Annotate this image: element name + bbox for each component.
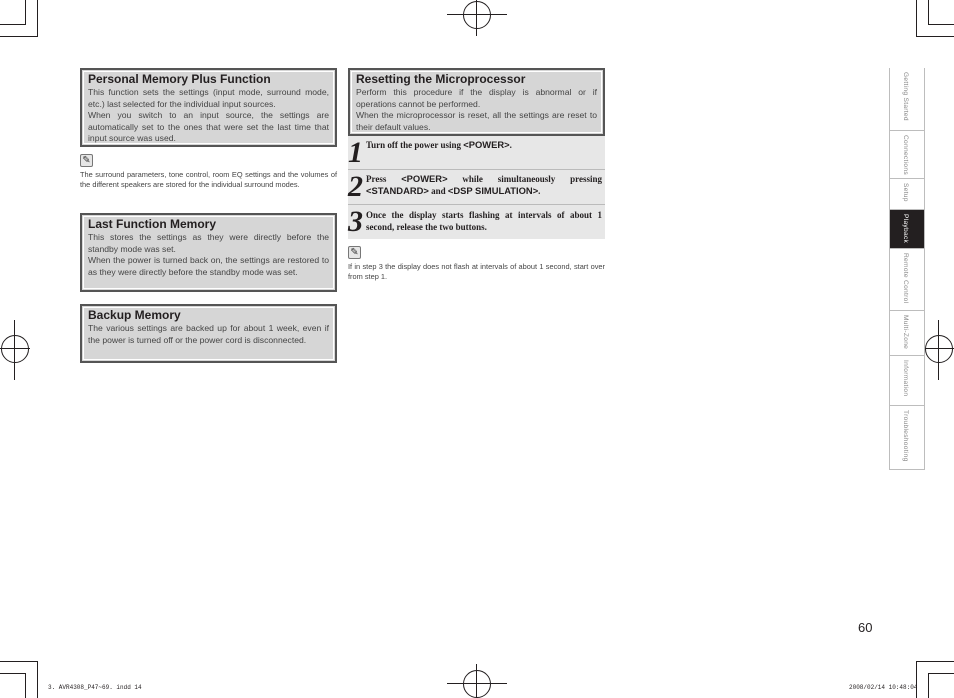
- registration-mark: [476, 0, 477, 36]
- slug-timestamp: 2008/02/14 10:48:04: [849, 684, 918, 691]
- tab-troubleshooting[interactable]: [889, 406, 924, 470]
- slug-file-info: 3. AVR4308_P47~69. indd 14: [48, 684, 142, 691]
- tab-multi-zone[interactable]: [889, 311, 924, 356]
- step-text-part: and: [428, 186, 448, 196]
- crop-mark: [25, 0, 26, 25]
- registration-mark: [924, 348, 954, 349]
- personal-memory-box: [80, 68, 337, 147]
- step-number: 1: [348, 136, 363, 169]
- crop-mark: [916, 0, 917, 37]
- power-key: <POWER>: [463, 139, 510, 150]
- tab-label: Connections: [902, 135, 909, 175]
- last-function-memory-box: [80, 213, 337, 292]
- tab-information[interactable]: [889, 356, 924, 406]
- step-number: 2: [348, 170, 363, 203]
- tab-label: Multi-Zone: [902, 315, 909, 350]
- tab-connections[interactable]: [889, 131, 924, 179]
- right-note-text: If in step 3 the display does not flash at intervals of about 1 second, start over from step 1.: [348, 262, 605, 282]
- tab-getting-started[interactable]: [889, 68, 924, 131]
- page-number: 60: [858, 620, 873, 635]
- last-function-memory-title: Last Function Memory: [88, 217, 217, 231]
- crop-mark: [928, 673, 954, 674]
- tab-label: Getting Started: [902, 72, 909, 121]
- backup-memory-text: The various settings are backed up for about 1 week, even if the power is turned off or the power cord is disconnected.: [88, 323, 329, 345]
- crop-mark: [928, 0, 929, 25]
- crop-mark: [0, 24, 26, 25]
- personal-memory-text-2: When you switch to an input source, the settings are automatically set to the ones that were set the last time that input source was used.: [88, 110, 329, 144]
- registration-mark: [925, 335, 953, 363]
- registration-mark: [1, 335, 29, 363]
- reset-microprocessor-title: Resetting the Microprocessor: [356, 72, 526, 86]
- dsp-simulation-key: <DSP SIMULATION>: [447, 185, 539, 196]
- personal-memory-text-1: This function sets the settings (input mode, surround mode, etc.) last selected for the individual input sources.: [88, 87, 329, 109]
- power-key: <POWER>: [401, 173, 448, 184]
- step-2: [348, 170, 605, 204]
- step-2-text: [366, 173, 602, 197]
- registration-mark: [14, 320, 15, 380]
- step-1-text: [366, 139, 602, 151]
- step-1: [348, 136, 605, 169]
- crop-mark: [37, 0, 38, 37]
- step-3: [348, 205, 605, 239]
- crop-mark: [928, 673, 929, 698]
- last-function-memory-text-1: This stores the settings as they were directly before the standby mode was set.: [88, 232, 329, 254]
- backup-memory-title: Backup Memory: [88, 308, 181, 322]
- reset-microprocessor-text-1: Perform this procedure if the display is abnormal or if operations cannot be performed.: [356, 87, 597, 109]
- tab-playback[interactable]: [889, 210, 924, 249]
- crop-mark: [0, 661, 38, 662]
- registration-mark: [463, 670, 491, 698]
- reset-microprocessor-text-2: When the microprocessor is reset, all the settings are reset to their default values.: [356, 110, 597, 132]
- crop-mark: [25, 673, 26, 698]
- step-text-part: .: [509, 140, 512, 150]
- registration-mark: [938, 320, 939, 380]
- step-text-part: Turn off the power using: [366, 140, 464, 150]
- step-text-part: Press: [366, 174, 402, 184]
- crop-mark: [916, 36, 954, 37]
- backup-memory-box: [80, 304, 337, 363]
- tab-label: Remote Control: [902, 253, 909, 304]
- left-note-text: The surround parameters, tone control, room EQ settings and the volumes of the different speakers are stored for the individual surround modes.: [80, 170, 337, 190]
- tab-label: Troubleshooting: [902, 410, 909, 462]
- tab-remote-control[interactable]: [889, 249, 924, 311]
- step-text-part: while simultaneously pressing: [447, 174, 602, 184]
- last-function-memory-text-2: When the power is turned back on, the settings are restored to as they were directly before the standby mode was set.: [88, 255, 329, 277]
- tab-setup[interactable]: [889, 179, 924, 210]
- step-text-part: .: [538, 186, 541, 196]
- note-pencil-icon: ✎: [348, 246, 361, 259]
- crop-mark: [928, 24, 954, 25]
- step-number: 3: [348, 205, 363, 238]
- step-3-text: Once the display starts flashing at intervals of about 1 second, release the two buttons.: [366, 210, 602, 232]
- registration-mark: [447, 683, 507, 684]
- registration-mark: [0, 348, 30, 349]
- tab-label: Information: [902, 360, 909, 397]
- note-pencil-icon: ✎: [80, 154, 93, 167]
- registration-mark: [476, 664, 477, 698]
- crop-mark: [916, 661, 917, 698]
- tab-label: Playback: [902, 214, 909, 244]
- tab-border: [924, 68, 925, 470]
- registration-mark: [447, 14, 507, 15]
- standard-key: <STANDARD>: [366, 185, 429, 196]
- reset-microprocessor-box: [348, 68, 605, 136]
- crop-mark: [916, 661, 954, 662]
- crop-mark: [0, 36, 38, 37]
- crop-mark: [37, 661, 38, 698]
- tab-label: Setup: [902, 183, 909, 202]
- personal-memory-title: Personal Memory Plus Function: [88, 72, 271, 86]
- crop-mark: [0, 673, 26, 674]
- registration-mark: [463, 1, 491, 29]
